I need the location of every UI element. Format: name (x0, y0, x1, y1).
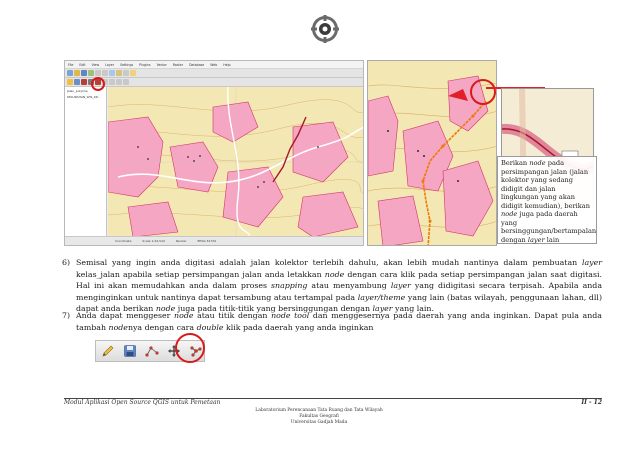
add-feature-icon[interactable] (81, 79, 87, 85)
qgis-window (64, 60, 364, 246)
qgis-menubar (65, 61, 363, 69)
menu-view[interactable]: View (91, 63, 100, 67)
qgis-statusbar (65, 236, 363, 245)
university-logo-icon (310, 14, 340, 44)
node-tool-highlight-circle (175, 333, 205, 363)
layer-item[interactable]: Jalan_polyline (67, 89, 88, 93)
callout-text (501, 159, 596, 244)
zoomed-map-view (367, 60, 497, 246)
footer-lab-name: Laboratorium Perencanaan Tata Ruang dan Tata Wilayah (255, 408, 383, 413)
text-run: juga pada titik-titik yang bersinggungan dengan (175, 304, 373, 313)
open-project-icon[interactable] (74, 70, 80, 76)
footer-page-number: II - 12 (581, 399, 602, 406)
zoom-out-icon[interactable] (102, 70, 108, 76)
identify-icon[interactable] (116, 70, 122, 76)
menu-web[interactable]: Web (210, 63, 218, 67)
pan-icon[interactable] (88, 70, 94, 76)
item-text (76, 311, 602, 332)
text-run: pada persimpangan jalan (jalan kolektor yang sedang didigit dan jalan lingkungan yang akan didigit kemudian), berikan (501, 159, 590, 210)
menu-raster[interactable]: Raster (172, 63, 184, 67)
text-run: juga pada daerah yang bersinggungan/bertampalan dengan (501, 210, 597, 244)
item-number: 6) (62, 258, 71, 267)
qgis-toolbar-2 (65, 78, 363, 87)
paste-icon[interactable] (123, 79, 129, 85)
italic-term: layer (581, 258, 602, 267)
layer-item[interactable]: KELURAHAN_WIS_KP... (67, 95, 101, 99)
text-run: Anda dapat menggeser (76, 311, 175, 320)
text-run: yang lain. (392, 304, 434, 313)
italic-term: node tool (271, 311, 310, 320)
save-icon[interactable] (122, 342, 139, 360)
text-run: dan menggesernya pada daerah yang anda inginkan. Dapat pula anda tambah (76, 311, 602, 332)
italic-term: node (155, 304, 176, 313)
tool-highlight-circle (91, 77, 105, 91)
italic-term: node (324, 269, 345, 279)
zoom-full-icon[interactable] (109, 70, 115, 76)
text-run: atau menyambung (307, 281, 391, 290)
item-text (76, 258, 602, 313)
text-run: yang lain (batas wilayah, penggunaan lahan, dll) dapat anda berikan (76, 292, 602, 313)
footer-faculty: Fakultas Geografi (299, 414, 339, 419)
italic-term: snapping (271, 281, 308, 290)
text-run: klik pada daerah yang anda inginkan (223, 322, 374, 332)
italic-term: node (501, 210, 518, 218)
menu-help[interactable]: Help (223, 63, 231, 67)
italic-term: layer/theme (357, 292, 406, 302)
italic-term: node (108, 322, 128, 332)
menu-vector[interactable]: Vector (156, 63, 167, 67)
text-run: atau titik dengan (193, 311, 272, 320)
italic-term: node (174, 311, 194, 320)
item-number: 7) (62, 311, 71, 320)
text-run: yang didigitasi secara terpisah. Apabila anda menginginkan untuk nantinya dapat tersambung atau tertampal pada (76, 281, 603, 302)
save-edits-icon[interactable] (74, 79, 80, 85)
cut-icon[interactable] (109, 79, 115, 85)
layers-panel (65, 87, 107, 237)
zoom-in-icon[interactable] (95, 70, 101, 76)
pencil-icon[interactable] (67, 79, 73, 85)
footer-module-title: Modul Aplikasi Open Source QGIS untuk Pemetaan (64, 399, 221, 406)
text-run: kelas_jalan apabila setiap persimpangan jalan anda letakkan (76, 269, 325, 279)
status-coordinate: Coordinate (115, 239, 132, 243)
text-run: nya dengan cara (127, 322, 197, 332)
measure-icon[interactable] (130, 70, 136, 76)
qgis-toolbar-1 (65, 69, 363, 78)
status-scale[interactable]: Scale 1:24,544 (142, 239, 165, 243)
copy-icon[interactable] (116, 79, 122, 85)
new-project-icon[interactable] (67, 70, 73, 76)
map-canvas[interactable] (108, 87, 364, 237)
text-run: Semisal yang ingin anda digitasi adalah jalan kolektor terlebih dahulu, akan lebih mudah nantinya dalam pembuatan (76, 258, 582, 267)
status-render[interactable]: Render (175, 239, 187, 243)
italic-term: layer (390, 281, 411, 290)
save-project-icon[interactable] (81, 70, 87, 76)
italic-term: node (529, 159, 546, 167)
italic-term: double (196, 322, 224, 332)
status-crs[interactable]: EPSG:32749 (197, 239, 216, 243)
menu-plugins[interactable]: Plugins (139, 63, 151, 67)
menu-layer[interactable]: Layer (105, 63, 115, 67)
list-item (62, 310, 602, 333)
italic-term: layer (372, 304, 393, 313)
text-run: lain (544, 235, 560, 244)
italic-term: layer (527, 235, 545, 244)
menu-settings[interactable]: Settings (120, 63, 134, 67)
footer-university: Universitas Gadjah Mada (290, 420, 348, 425)
menu-file[interactable]: File (68, 63, 74, 67)
pencil-icon[interactable] (100, 342, 117, 360)
text-run: dengan cara klik pada setiap persimpangan jalan saat digitasi. Hal ini akan memudahkan anda dalam proses (76, 269, 603, 290)
add-feature-icon[interactable] (144, 342, 161, 360)
menu-edit[interactable]: Edit (79, 63, 86, 67)
figure-digitizing (64, 60, 597, 246)
list-item (62, 257, 603, 315)
text-run: Berikan (501, 159, 530, 167)
menu-database[interactable]: Database (189, 63, 205, 67)
select-icon[interactable] (123, 70, 129, 76)
callout-box (497, 156, 597, 244)
